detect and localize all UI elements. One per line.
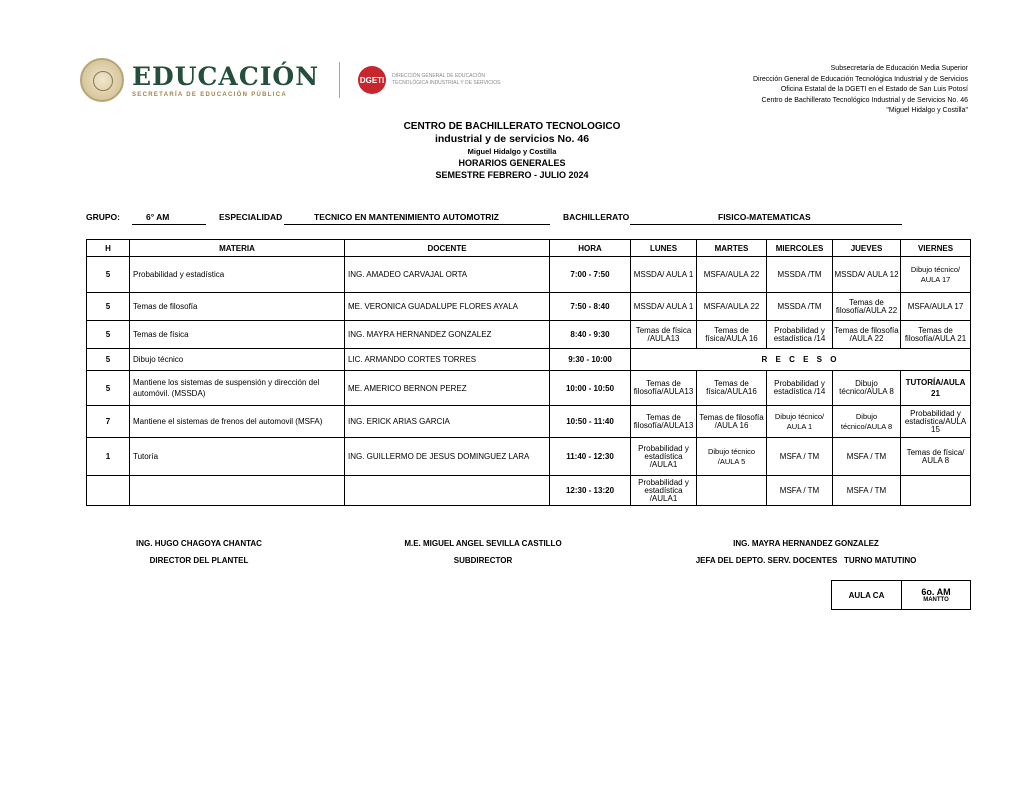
especialidad-value: TECNICO EN MANTENIMIENTO AUTOMOTRIZ xyxy=(314,212,499,222)
hora-cell: 7:00 - 7:50 xyxy=(550,257,631,293)
jefa-signature xyxy=(676,535,936,569)
institution-line: Centro de Bachillerato Tecnológico Industrial y de Servicios No. 46 xyxy=(761,96,968,104)
hours-cell xyxy=(87,476,130,506)
title-line-2: industrial y de servicios No. 46 xyxy=(434,133,590,145)
subdirector-signature xyxy=(378,535,588,569)
materia-cell xyxy=(130,476,345,506)
title-line-3: Miguel Hidalgo y Costilla xyxy=(467,147,557,156)
header-docente: DOCENTE xyxy=(345,240,550,257)
especialidad-underline xyxy=(284,224,550,225)
group-info xyxy=(86,210,966,228)
hora-cell: 12:30 - 13:20 xyxy=(550,476,631,506)
jueves-cell: MSFA / TM xyxy=(833,438,901,476)
materia-cell: Mantiene los sistemas de suspensión y dirección del automóvil. (MSSDA) xyxy=(130,371,345,406)
jueves-cell: Dibujo técnico/AULA 8 xyxy=(833,371,901,406)
hours-cell: 7 xyxy=(87,406,130,438)
viernes-cell: Probabilidad y estadística/AULA 15 xyxy=(901,406,971,438)
lunes-cell: Temas de filosofía/AULA13 xyxy=(631,371,697,406)
docente-cell: ING. ERICK ARIAS GARCIA xyxy=(345,406,550,438)
martes-cell: Temas de filosofía /AULA 16 xyxy=(697,406,767,438)
docente-cell: ME. VERONICA GUADALUPE FLORES AYALA xyxy=(345,293,550,321)
room-value xyxy=(902,581,970,609)
hora-cell: 10:00 - 10:50 xyxy=(550,371,631,406)
room-label: AULA CA xyxy=(832,581,902,609)
hora-cell: 7:50 - 8:40 xyxy=(550,293,631,321)
martes-cell: MSFA/AULA 22 xyxy=(697,293,767,321)
lunes-cell: Temas de filosofía/AULA13 xyxy=(631,406,697,438)
room-specialty: MANTTO xyxy=(923,597,949,603)
dgeti-logo-icon: DGETI xyxy=(358,66,386,94)
martes-cell: Temas de física/AULA 16 xyxy=(697,321,767,349)
schedule-table xyxy=(86,239,971,506)
title-line-4: HORARIOS GENERALES xyxy=(458,158,566,168)
jefa-name: ING. MAYRA HERNANDEZ GONZALEZ xyxy=(733,539,879,548)
viernes-cell: TUTORÍA/AULA 21 xyxy=(901,371,971,406)
bachillerato-value: FISICO-MATEMATICAS xyxy=(718,212,811,222)
materia-cell: Temas de física xyxy=(130,321,345,349)
hours-cell: 5 xyxy=(87,321,130,349)
jueves-cell: Temas de filosofía/AULA 22 xyxy=(833,293,901,321)
lunes-cell: Probabilidad y estadística /AULA1 xyxy=(631,476,697,506)
martes-cell: Temas de física/AULA16 xyxy=(697,371,767,406)
hours-cell: 5 xyxy=(87,371,130,406)
table-row xyxy=(87,321,971,349)
martes-cell: MSFA/AULA 22 xyxy=(697,257,767,293)
header-h: H xyxy=(87,240,130,257)
jueves-cell: Temas de filosofía /AULA 22 xyxy=(833,321,901,349)
header-viernes: VIERNES xyxy=(901,240,971,257)
lunes-cell: MSSDA/ AULA 1 xyxy=(631,257,697,293)
miercoles-cell: MSSDA /TM xyxy=(767,257,833,293)
materia-cell: Dibujo técnico xyxy=(130,349,345,371)
lunes-cell: Probabilidad y estadística /AULA1 xyxy=(631,438,697,476)
docente-cell: ME. AMERICO BERNON PEREZ xyxy=(345,371,550,406)
jueves-cell: MSFA / TM xyxy=(833,476,901,506)
header-logos xyxy=(80,58,502,102)
table-row xyxy=(87,257,971,293)
docente-cell: ING. MAYRA HERNANDEZ GONZALEZ xyxy=(345,321,550,349)
education-logo-subtitle: SECRETARÍA DE EDUCACIÓN PÚBLICA xyxy=(132,91,287,98)
viernes-cell: MSFA/AULA 17 xyxy=(901,293,971,321)
dgeti-logo-text: DIRECCIÓN GENERAL DE EDUCACIÓN TECNOLÓGICA INDUSTRIAL Y DE SERVICIOS xyxy=(392,73,501,86)
table-row xyxy=(87,438,971,476)
table-row xyxy=(87,406,971,438)
header-materia: MATERIA xyxy=(130,240,345,257)
lunes-cell: MSSDA/ AULA 1 xyxy=(631,293,697,321)
miercoles-cell: MSSDA /TM xyxy=(767,293,833,321)
institution-line: Subsecretaría de Educación Media Superior xyxy=(830,65,968,72)
logo-divider xyxy=(339,62,340,98)
materia-cell: Mantiene el sistemas de frenos del automovil (MSFA) xyxy=(130,406,345,438)
materia-cell: Temas de filosofía xyxy=(130,293,345,321)
header-miercoles: MIERCOLES xyxy=(767,240,833,257)
hours-cell: 5 xyxy=(87,257,130,293)
room-group: 6o. AM xyxy=(921,587,951,597)
education-logo-word: EDUCACIÓN xyxy=(132,61,320,91)
subdirector-title: SUBDIRECTOR xyxy=(453,556,513,565)
hours-cell: 1 xyxy=(87,438,130,476)
hora-cell: 10:50 - 11:40 xyxy=(550,406,631,438)
director-signature xyxy=(124,535,274,569)
bachillerato-underline xyxy=(630,224,902,225)
martes-cell xyxy=(697,476,767,506)
document-title xyxy=(0,120,1024,181)
title-line-1: CENTRO DE BACHILLERATO TECNOLOGICO xyxy=(403,121,621,132)
viernes-cell: Temas de filosofía/AULA 21 xyxy=(901,321,971,349)
header-martes: MARTES xyxy=(697,240,767,257)
receso-cell: R E C E S O xyxy=(631,349,971,371)
docente-cell: ING. GUILLERMO DE JESUS DOMINGUEZ LARA xyxy=(345,438,550,476)
subdirector-name: M.E. MIGUEL ANGEL SEVILLA CASTILLO xyxy=(404,539,562,548)
hora-cell: 9:30 - 10:00 xyxy=(550,349,631,371)
miercoles-cell: MSFA / TM xyxy=(767,476,833,506)
miercoles-cell: MSFA / TM xyxy=(767,438,833,476)
table-row xyxy=(87,476,971,506)
table-row xyxy=(87,293,971,321)
miercoles-cell: Probabilidad y estadística /14 xyxy=(767,321,833,349)
miercoles-cell: Probabilidad y estadística /14 xyxy=(767,371,833,406)
header-hora: HORA xyxy=(550,240,631,257)
viernes-cell: Temas de física/ AULA 8 xyxy=(901,438,971,476)
materia-cell: Tutoría xyxy=(130,438,345,476)
hora-cell: 11:40 - 12:30 xyxy=(550,438,631,476)
room-box xyxy=(831,580,971,610)
jefa-title: JEFA DEL DEPTO. SERV. DOCENTES TURNO MATUTINO xyxy=(695,556,917,565)
grupo-value: 6° AM xyxy=(146,212,170,222)
table-header-row xyxy=(87,240,971,257)
header-lunes: LUNES xyxy=(631,240,697,257)
jueves-cell: Dibujo técnico/AULA 8 xyxy=(833,406,901,438)
header-jueves: JUEVES xyxy=(833,240,901,257)
education-logo xyxy=(132,63,319,98)
grupo-label: GRUPO: xyxy=(86,212,120,222)
table-row xyxy=(87,349,971,371)
national-seal-icon xyxy=(80,58,124,102)
table-row xyxy=(87,371,971,406)
grupo-underline xyxy=(132,224,206,225)
institution-line: Dirección General de Educación Tecnológica Industrial y de Servicios xyxy=(752,75,968,83)
especialidad-label: ESPECIALIDAD xyxy=(219,212,283,222)
hora-cell: 8:40 - 9:30 xyxy=(550,321,631,349)
director-name: ING. HUGO CHAGOYA CHANTAC xyxy=(136,539,262,548)
viernes-cell: Dibujo técnico/ AULA 17 xyxy=(901,257,971,293)
docente-cell xyxy=(345,476,550,506)
viernes-cell xyxy=(901,476,971,506)
lunes-cell: Temas de física /AULA13 xyxy=(631,321,697,349)
hours-cell: 5 xyxy=(87,293,130,321)
materia-cell: Probabilidad y estadística xyxy=(130,257,345,293)
miercoles-cell: Dibujo técnico/ AULA 1 xyxy=(767,406,833,438)
martes-cell: Dibujo técnico /AULA 5 xyxy=(697,438,767,476)
jueves-cell: MSSDA/ AULA 12 xyxy=(833,257,901,293)
institution-header xyxy=(753,64,968,117)
director-title: DIRECTOR DEL PLANTEL xyxy=(149,556,249,565)
title-line-5: SEMESTRE FEBRERO - JULIO 2024 xyxy=(435,170,589,180)
institution-line: "Miguel Hidalgo y Costilla" xyxy=(886,107,968,114)
bachillerato-label: BACHILLERATO xyxy=(563,212,630,222)
docente-cell: ING. AMADEO CARVAJAL ORTA xyxy=(345,257,550,293)
hours-cell: 5 xyxy=(87,349,130,371)
docente-cell: LIC. ARMANDO CORTES TORRES xyxy=(345,349,550,371)
institution-line: Oficina Estatal de la DGETI en el Estado de San Luis Potosí xyxy=(780,86,968,93)
